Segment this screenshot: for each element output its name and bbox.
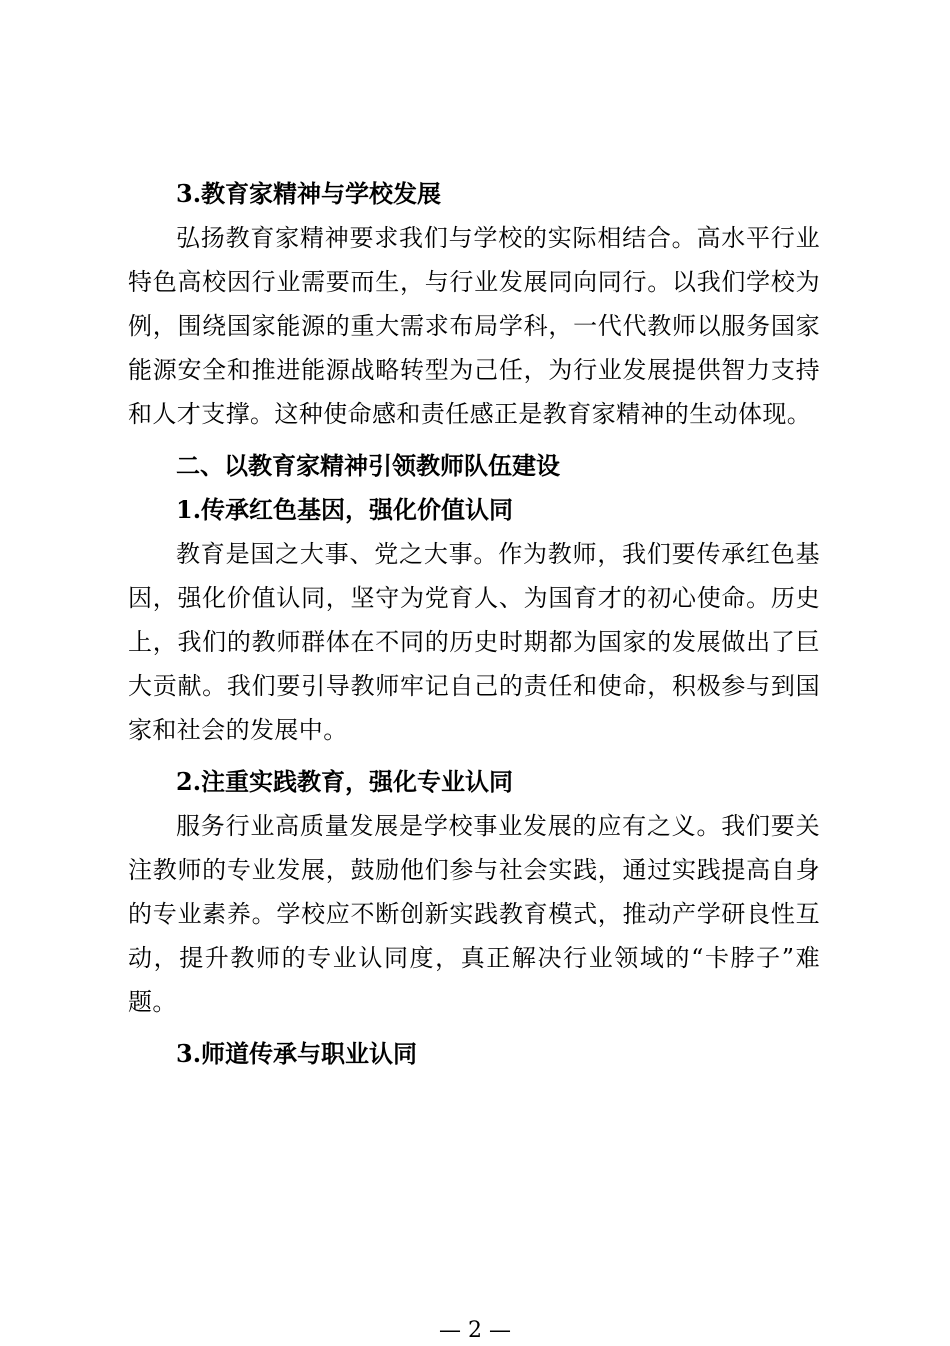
section-heading-3: 3.教育家精神与学校发展 (176, 179, 442, 208)
section-heading-1: 1.传承红色基因，强化价值认同 (176, 495, 514, 524)
paragraph-practice-education: 服务行业高质量发展是学校事业发展的应有之义。我们要关注教师的专业发展，鼓励他们参与社会实践，通过实践提高自身的专业素养。学校应不断创新实践教育模式，推动产学研良性互动，提升教师的专业认同度，真正解决行业领域的“卡脖子”难题。 (128, 812, 820, 1016)
paragraph-red-gene: 教育是国之大事、党之大事。作为教师，我们要传承红色基因，强化价值认同，坚守为党育人、为国育才的初心使命。历史上，我们的教师群体在不同的历史时期都为国家的发展做出了巨大贡献。我们要引导教师牢记自己的责任和使命，积极参与到国家和社会的发展中。 (128, 540, 820, 744)
page-number: — 2 — (439, 1318, 511, 1343)
chapter-heading-2: 二、以教育家精神引领教师队伍建设 (176, 451, 560, 480)
section-heading-2: 2.注重实践教育，强化专业认同 (176, 767, 514, 796)
section-heading-3b: 3.师道传承与职业认同 (176, 1039, 418, 1068)
paragraph-school-development: 弘扬教育家精神要求我们与学校的实际相结合。高水平行业特色高校因行业需要而生，与行业发展同向同行。以我们学校为例，围绕国家能源的重大需求布局学科，一代代教师以服务国家能源安全和推进能源战略转型为己任，为行业发展提供智力支持和人才支撑。这种使命感和责任感正是教育家精神的生动体现。 (128, 224, 820, 428)
document-body (128, 172, 820, 1076)
